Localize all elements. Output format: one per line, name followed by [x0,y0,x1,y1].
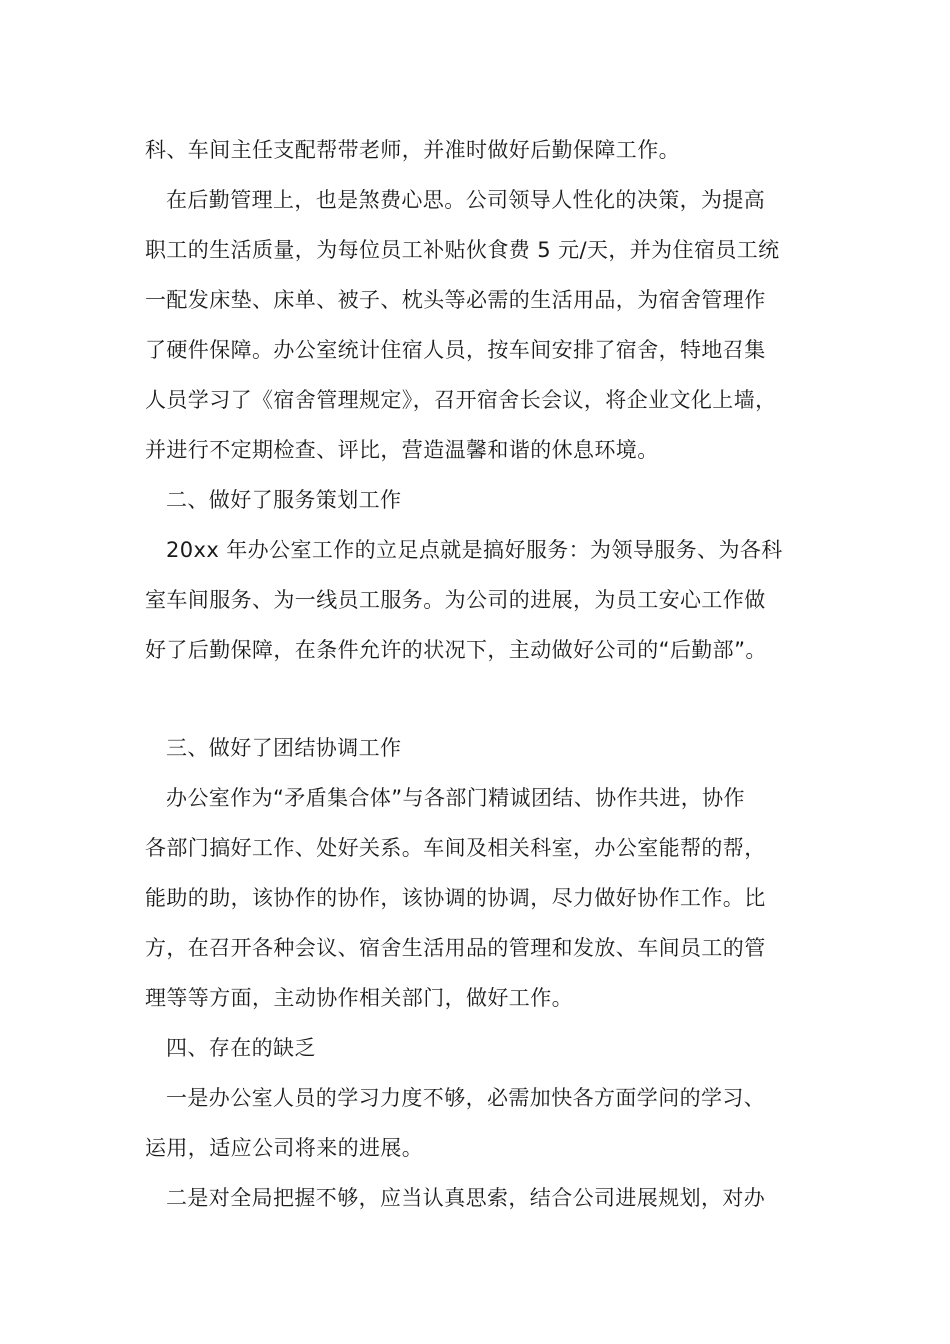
paragraph-line: 并进行不定期检查、评比，营造温馨和谐的休息环境。 [145,438,659,462]
paragraph-line: 能助的助，该协作的协作，该协调的协调，尽力做好协作工作。比 [145,886,766,910]
section-heading: 三、做好了团结协调工作 [166,736,402,760]
section-heading: 四、存在的缺乏 [166,1036,316,1060]
paragraph-line: 了硬件保障。办公室统计住宿人员，按车间安排了宿舍，特地召集 [145,338,766,362]
paragraph-line: 科、车间主任支配帮带老师，并准时做好后勤保障工作。 [145,138,680,162]
paragraph-line: 各部门搞好工作、处好关系。车间及相关科室，办公室能帮的帮， [145,836,766,860]
paragraph-line: 方，在召开各种会议、宿舍生活用品的管理和发放、车间员工的管 [145,936,766,960]
section-heading: 二、做好了服务策划工作 [166,488,402,512]
paragraph-line: 人员学习了《宿舍管理规定》，召开宿舍长会议，将企业文化上墙， [145,388,777,412]
paragraph-line: 理等等方面，主动协作相关部门，做好工作。 [145,986,573,1010]
paragraph-line: 一是办公室人员的学习力度不够，必需加快各方面学问的学习、 [166,1086,766,1110]
paragraph-line: 二是对全局把握不够，应当认真思索，结合公司进展规划，对办 [166,1186,766,1210]
paragraph-line: 一配发床垫、床单、被子、枕头等必需的生活用品，为宿舍管理作 [145,288,766,312]
paragraph-line: 在后勤管理上，也是煞费心思。公司领导人性化的决策，为提高 [166,188,766,212]
paragraph-line: 办公室作为“矛盾集合体”与各部门精诚团结、协作共进，协作 [166,786,745,810]
paragraph-line: 好了后勤保障，在条件允许的状况下，主动做好公司的“后勤部”。 [145,638,767,662]
paragraph-line: 20xx 年办公室工作的立足点就是搞好服务：为领导服务、为各科 [166,538,783,562]
paragraph-line: 运用，适应公司将来的进展。 [145,1136,424,1160]
paragraph-line: 职工的生活质量，为每位员工补贴伙食费 5 元/天，并为住宿员工统 [145,238,780,262]
paragraph-line: 室车间服务、为一线员工服务。为公司的进展，为员工安心工作做 [145,588,766,612]
